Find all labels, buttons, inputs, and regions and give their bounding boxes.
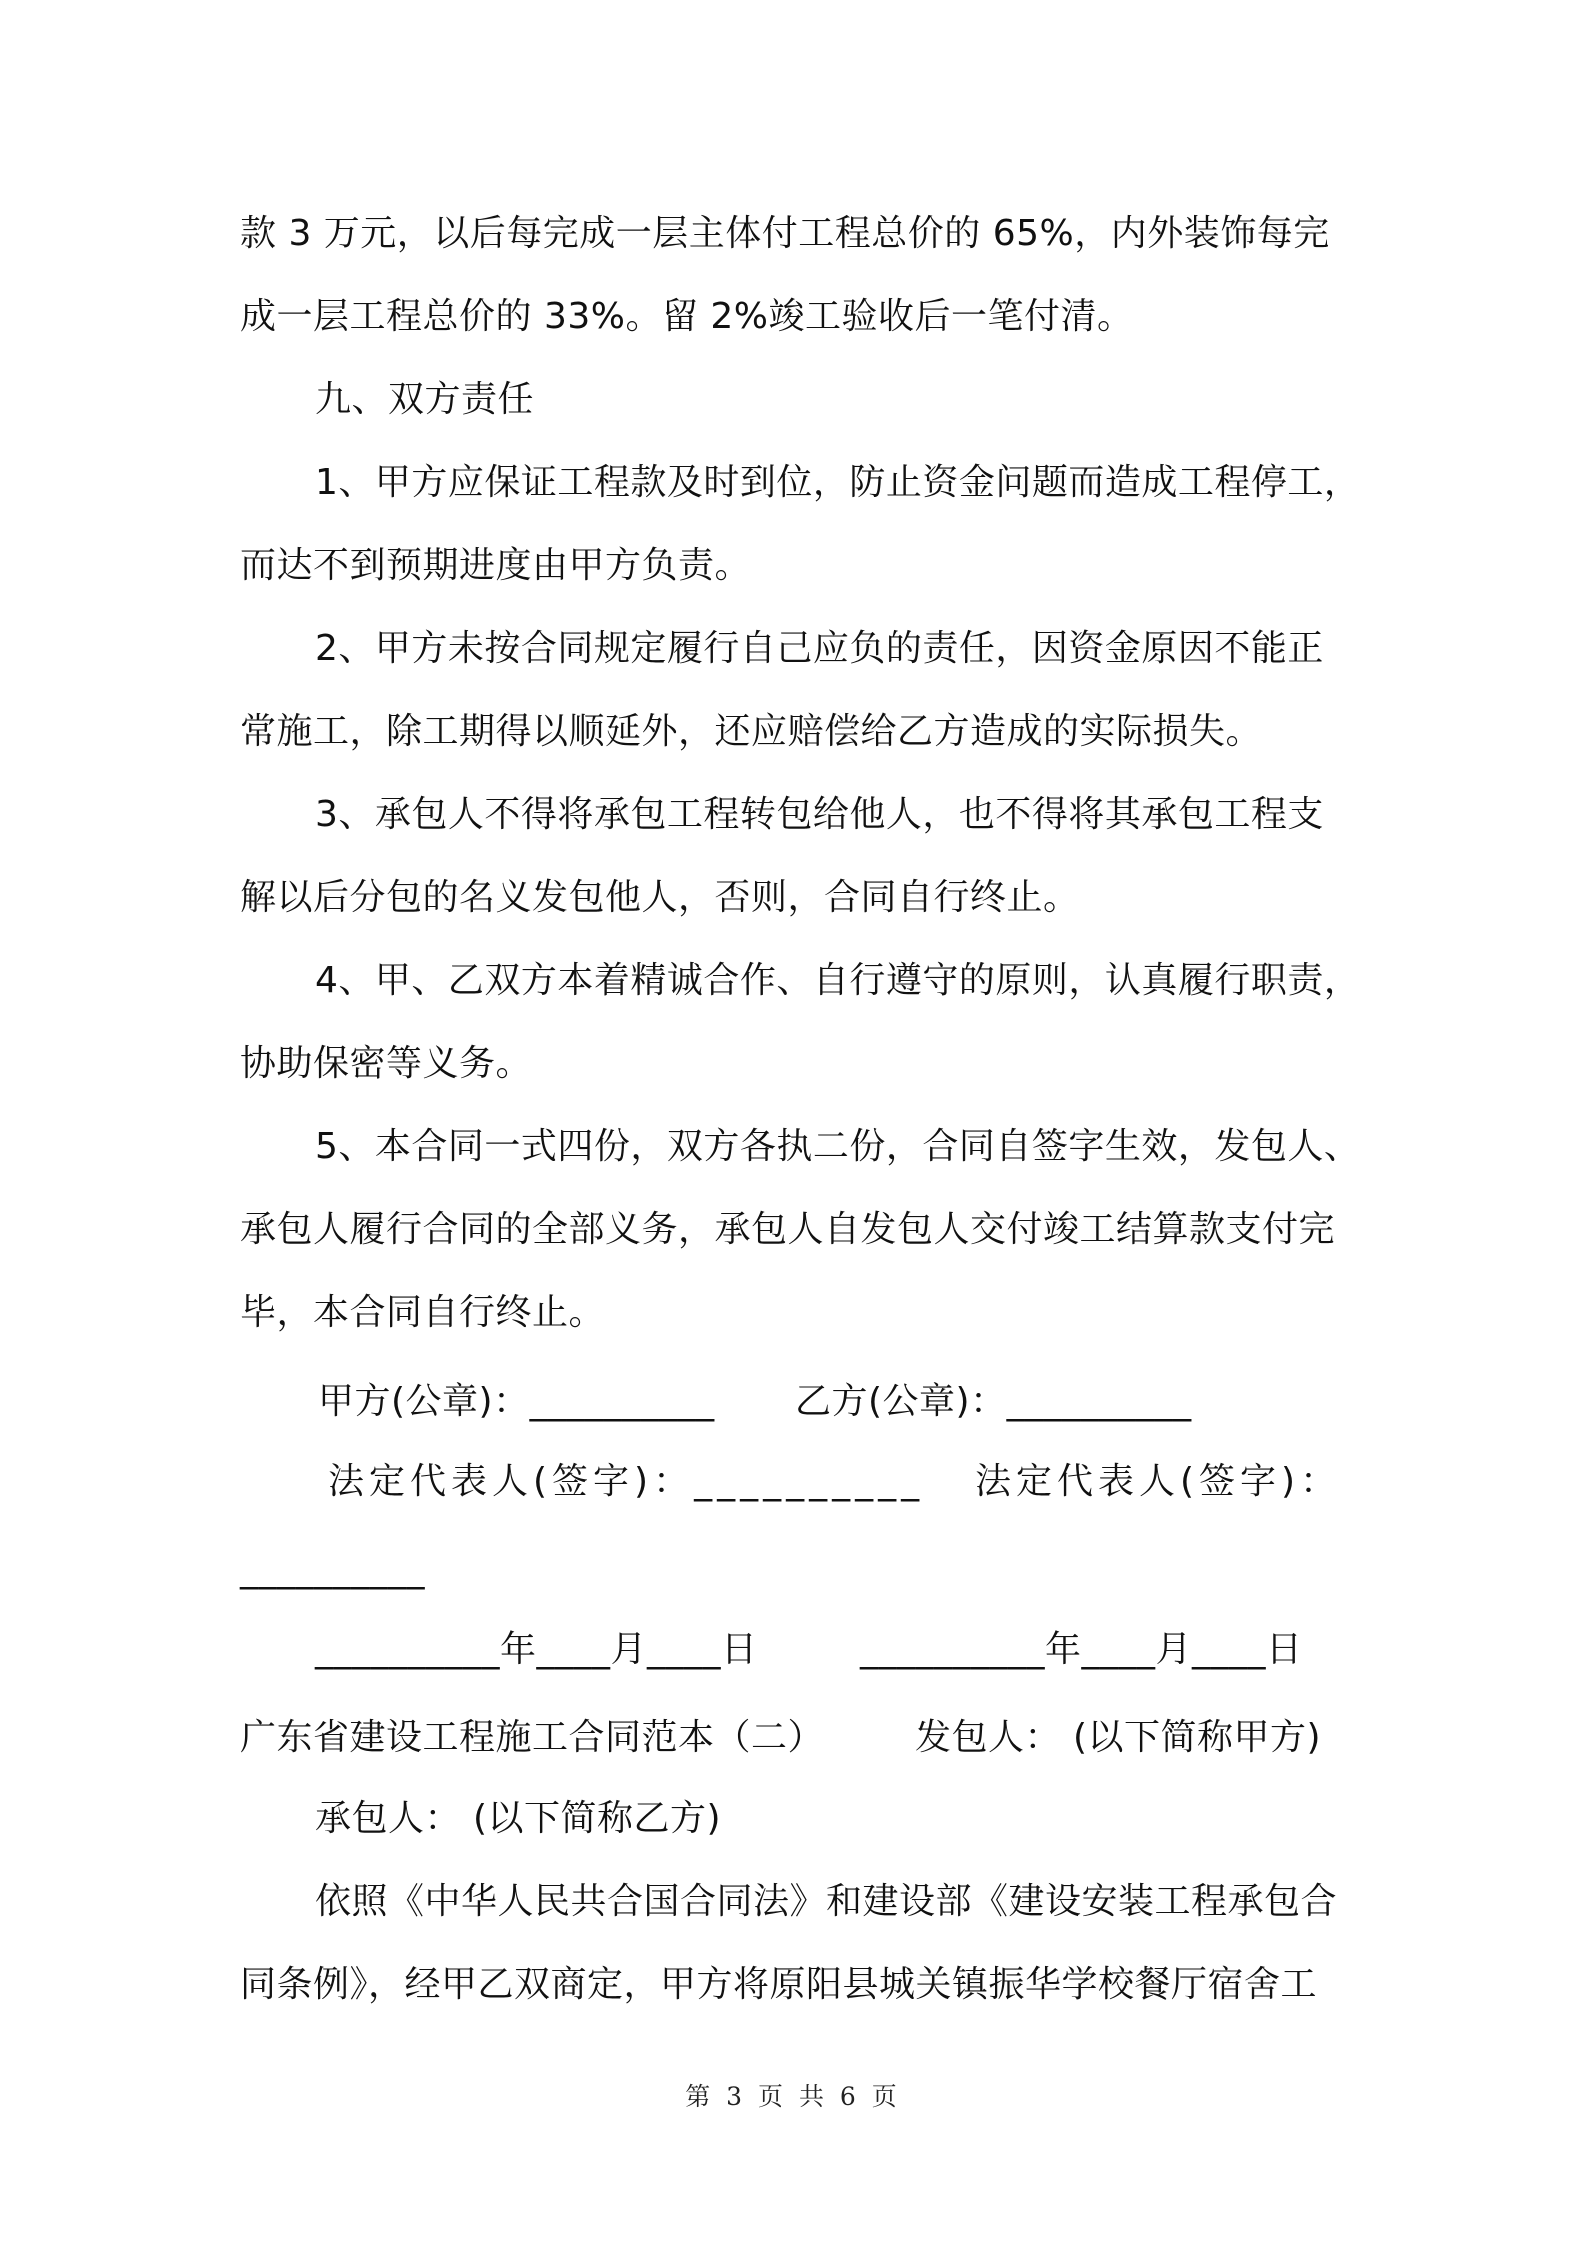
clause-4-line-1: 4、甲、乙双方本着精诚合作、自行遵守的原则，认真履行职责， bbox=[315, 960, 1361, 1001]
party-a-representative: 法定代表人(签字)：__________ bbox=[328, 1461, 925, 1502]
clause-4-line-2: 协助保密等义务。 bbox=[240, 1043, 533, 1084]
intro-line-1: 依照《中华人民共合国合同法》和建设部《建设安装工程承包合 bbox=[315, 1881, 1338, 1922]
party-b-date: __________年____月____日 bbox=[860, 1629, 1303, 1670]
section-heading-responsibilities: 九、双方责任 bbox=[315, 379, 535, 420]
clause-2-line-2: 常施工，除工期得以顺延外，还应赔偿给乙方造成的实际损失。 bbox=[240, 711, 1263, 752]
party-b-seal: 乙方(公章)：__________ bbox=[795, 1381, 1192, 1422]
clause-5-line-2: 承包人履行合同的全部义务，承包人自发包人交付竣工结算款支付完 bbox=[240, 1209, 1336, 1250]
party-a-date: __________年____月____日 bbox=[315, 1629, 758, 1670]
party-a-seal: 甲方(公章)：__________ bbox=[318, 1381, 715, 1422]
clause-1-line-1: 1、甲方应保证工程款及时到位，防止资金问题而造成工程停工， bbox=[315, 462, 1361, 503]
clause-5-line-1: 5、本合同一式四份，双方各执二份，合同自签字生效，发包人、 bbox=[315, 1126, 1361, 1167]
intro-line-2: 同条例》，经甲乙双商定，甲方将原阳县城关镇振华学校餐厅宿舍工 bbox=[240, 1964, 1318, 2005]
body-line-1: 款 3 万元，以后每完成一层主体付工程总价的 65%，内外装饰每完 bbox=[240, 213, 1330, 254]
employer-line: 发包人： (以下简称甲方) bbox=[915, 1717, 1322, 1758]
clause-1-line-2: 而达不到预期进度由甲方负责。 bbox=[240, 545, 752, 586]
page-number-footer: 第 3 页 共 6 页 bbox=[685, 2082, 901, 2111]
party-b-representative-blank: __________ bbox=[240, 1549, 425, 1590]
clause-3-line-1: 3、承包人不得将承包工程转包给他人，也不得将其承包工程支 bbox=[315, 794, 1324, 835]
contract-title: 广东省建设工程施工合同范本（二） bbox=[240, 1717, 825, 1758]
body-line-2: 成一层工程总价的 33%。留 2%竣工验收后一笔付清。 bbox=[240, 296, 1134, 337]
party-b-representative: 法定代表人(签字)： bbox=[975, 1461, 1342, 1502]
clause-3-line-2: 解以后分包的名义发包他人，否则，合同自行终止。 bbox=[240, 877, 1080, 918]
contractor-line: 承包人： (以下简称乙方) bbox=[315, 1798, 722, 1839]
clause-5-line-3: 毕，本合同自行终止。 bbox=[240, 1292, 606, 1333]
clause-2-line-1: 2、甲方未按合同规定履行自己应负的责任，因资金原因不能正 bbox=[315, 628, 1324, 669]
